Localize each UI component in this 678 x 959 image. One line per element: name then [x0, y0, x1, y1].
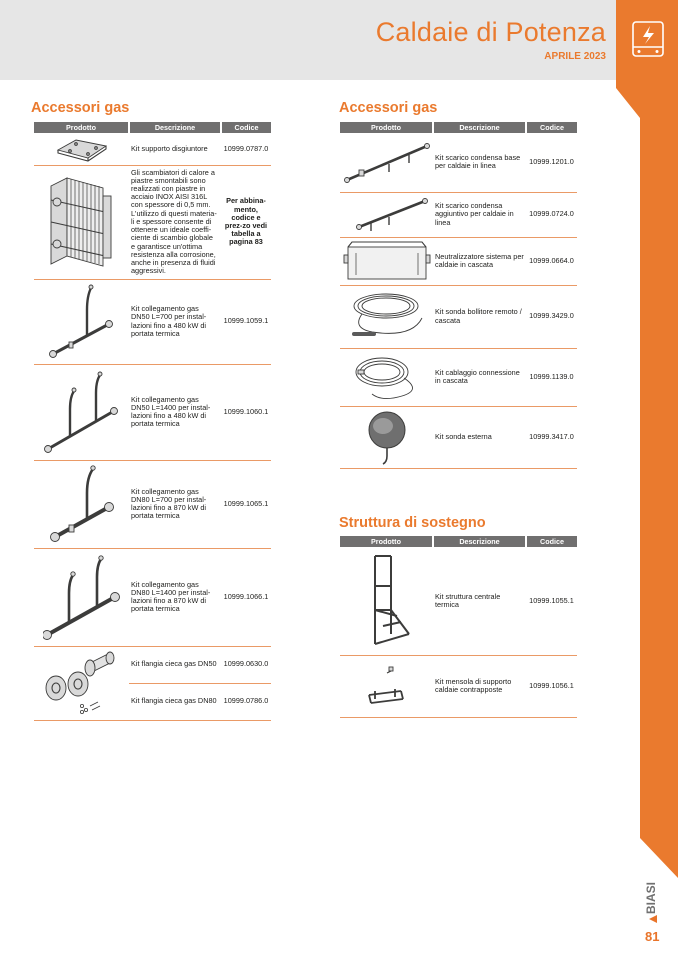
product-image-cascade-wiring [340, 348, 433, 406]
section-title-accessori-gas-right: Accessori gas [339, 100, 438, 116]
page-title: Caldaie di Potenza [375, 17, 606, 47]
product-code: Per abbina-mento, codice e prez-zo vedi tabella a pagina 83 [221, 165, 271, 279]
brand-logo-text: BIASI [644, 881, 658, 914]
column-header-description: Descrizione [433, 122, 526, 133]
product-image-gas-kit-dn80-700 [34, 460, 129, 548]
table-row [340, 655, 577, 717]
table-row [34, 279, 271, 364]
product-description: Kit mensola di supporto caldaie contrapposte [433, 655, 526, 717]
right-product-table [340, 122, 577, 469]
product-code: 10999.0664.0 [526, 237, 577, 285]
product-description: Kit scarico condensa base per caldaie in linea [433, 133, 526, 192]
table-row [34, 165, 271, 279]
column-header-code: Codice [221, 122, 271, 133]
product-code: 10999.0724.0 [526, 192, 577, 237]
product-description: Kit collegamento gas DN80 L=1400 per instal-lazioni fino a 870 kW di portata termica [129, 548, 221, 646]
product-description: Kit cablaggio connessione in cascata [433, 348, 526, 406]
product-description: Kit sonda esterna [433, 406, 526, 468]
product-description: Kit collegamento gas DN80 L=700 per instal-lazioni fino a 870 kW di portata termica [129, 460, 221, 548]
product-image-boiler-probe [340, 285, 433, 348]
table-header-row [340, 122, 577, 133]
product-code: 10999.3429.0 [526, 285, 577, 348]
support-product-table [340, 536, 577, 718]
product-description: Kit supporto disgiuntore [129, 133, 221, 165]
product-code: 10999.0786.0 [221, 683, 271, 720]
table-row [340, 237, 577, 285]
product-description: Kit flangia cieca gas DN80 [129, 683, 221, 720]
product-code: 10999.3417.0 [526, 406, 577, 468]
product-image-plate-heat-exchanger [34, 165, 129, 279]
product-image-condensate-drain-base [340, 133, 433, 192]
table-row [340, 547, 577, 655]
column-header-description: Descrizione [433, 536, 526, 547]
column-header-product: Prodotto [34, 122, 129, 133]
product-image-central-structure [340, 547, 433, 655]
product-code: 10999.1060.1 [221, 364, 271, 460]
product-image-gas-kit-dn50-700 [34, 279, 129, 364]
product-description: Kit collegamento gas DN50 L=1400 per instal-lazioni fino a 480 kW di portata termica [129, 364, 221, 460]
product-image-neutralizer [340, 237, 433, 285]
brand-logo [636, 880, 676, 930]
column-header-description: Descrizione [129, 122, 221, 133]
table-row [340, 285, 577, 348]
product-description: Neutralizzatore sistema per caldaie in cascata [433, 237, 526, 285]
product-description: Kit sonda bollitore remoto / cascata [433, 285, 526, 348]
table-row [340, 133, 577, 192]
section-title-accessori-gas-left: Accessori gas [31, 100, 130, 116]
product-code: 10999.1201.0 [526, 133, 577, 192]
left-product-table [34, 122, 271, 721]
product-code: 10999.0630.0 [221, 646, 271, 683]
column-header-code: Codice [526, 122, 577, 133]
column-header-product: Prodotto [340, 536, 433, 547]
product-code: 10999.1055.1 [526, 547, 577, 655]
side-strip [616, 0, 678, 959]
table-row [340, 348, 577, 406]
table-row [34, 460, 271, 548]
table-row [34, 646, 271, 683]
table-row [34, 364, 271, 460]
product-image-support-plate [34, 133, 129, 165]
product-image-gas-kit-dn50-1400 [34, 364, 129, 460]
section-title-struttura-di-sostegno: Struttura di sostegno [339, 515, 486, 531]
page-number: 81 [645, 929, 660, 944]
table-row [340, 192, 577, 237]
column-header-product: Prodotto [340, 122, 433, 133]
product-description: Kit scarico condensa aggiuntivo per caldaie in linea [433, 192, 526, 237]
page-date: APRILE 2023 [544, 51, 606, 62]
product-code: 10999.1066.1 [221, 548, 271, 646]
product-description: Kit struttura centrale termica [433, 547, 526, 655]
product-image-support-shelf [340, 655, 433, 717]
product-image-blind-flanges [34, 646, 129, 720]
product-description: Gli scambiatori di calore a piastre smontabili sono realizzati con piastre in acciaio INOX AISI 316L con spessore di 0,5 mm. L'utilizzo di questi materia-li e spessore consente di ottenere un ideale coeffi-ciente di scambio globale e garantisce un'ottima resistenza alla corrosione, anche in presenza di fluidi aggressivi. [129, 165, 221, 279]
product-description: Kit flangia cieca gas DN50 [129, 646, 221, 683]
product-image-condensate-drain-additional [340, 192, 433, 237]
table-header-row [34, 122, 271, 133]
table-header-row [340, 536, 577, 547]
table-row [34, 548, 271, 646]
column-header-code: Codice [526, 536, 577, 547]
product-code: 10999.1065.1 [221, 460, 271, 548]
product-description: Kit collegamento gas DN50 L=700 per instal-lazioni fino a 480 kW di portata termica [129, 279, 221, 364]
product-image-gas-kit-dn80-1400 [34, 548, 129, 646]
product-code: 10999.1059.1 [221, 279, 271, 364]
product-code: 10999.1056.1 [526, 655, 577, 717]
product-code: 10999.1139.0 [526, 348, 577, 406]
table-row [34, 133, 271, 165]
product-image-outdoor-sensor [340, 406, 433, 468]
product-code: 10999.0787.0 [221, 133, 271, 165]
table-row [340, 406, 577, 468]
